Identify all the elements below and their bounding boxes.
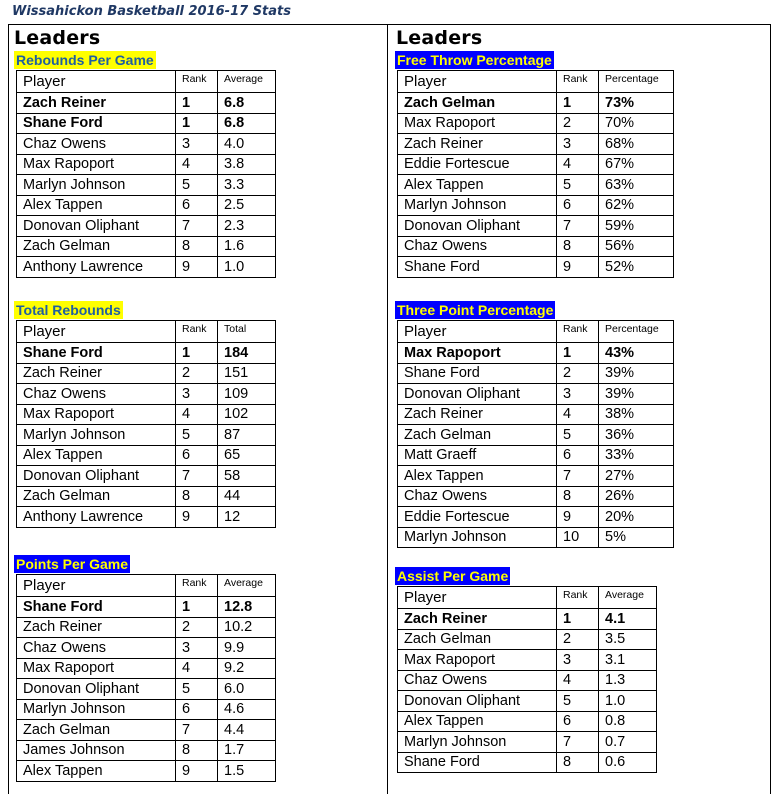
value-cell: 1.5 — [218, 761, 276, 782]
page-title: Wissahickon Basketball 2016-17 Stats — [12, 4, 291, 19]
rank-cell: 7 — [176, 216, 218, 237]
rank-cell: 1 — [176, 597, 218, 618]
value-cell: 4.6 — [218, 699, 276, 720]
rank-cell: 8 — [557, 486, 599, 507]
table-row — [398, 629, 657, 650]
rank-cell: 4 — [176, 404, 218, 425]
player-cell: Donovan Oliphant — [398, 691, 557, 712]
table-row — [398, 134, 674, 155]
rank-header: Rank — [176, 71, 218, 93]
table-row — [398, 343, 674, 364]
player-cell: Donovan Oliphant — [398, 384, 557, 405]
value-cell: 9.9 — [218, 638, 276, 659]
table-row — [17, 466, 276, 487]
table-row — [398, 650, 657, 671]
table-row — [17, 257, 276, 278]
rank-cell: 1 — [557, 343, 599, 364]
rank-cell: 5 — [176, 679, 218, 700]
rank-cell: 7 — [557, 466, 599, 487]
table-row — [17, 445, 276, 466]
player-cell: Max Rapoport — [398, 343, 557, 364]
rank-cell: 7 — [176, 720, 218, 741]
rank-cell: 6 — [557, 195, 599, 216]
rank-cell: 2 — [557, 629, 599, 650]
player-cell: Donovan Oliphant — [17, 216, 176, 237]
table-row — [398, 257, 674, 278]
table-row — [17, 195, 276, 216]
table-row — [17, 113, 276, 134]
rank-cell: 5 — [557, 691, 599, 712]
value-cell: 70% — [599, 113, 674, 134]
table-row — [398, 195, 674, 216]
table-row — [17, 597, 276, 618]
value-cell: 52% — [599, 257, 674, 278]
rank-cell: 4 — [557, 404, 599, 425]
table-row — [17, 175, 276, 196]
rank-cell: 3 — [557, 384, 599, 405]
value-cell: 87 — [218, 425, 276, 446]
three-point-percentage-table — [397, 320, 674, 548]
table-row — [17, 761, 276, 782]
value-cell: 5% — [599, 527, 674, 548]
player-cell: Max Rapoport — [17, 658, 176, 679]
value-cell: 6.0 — [218, 679, 276, 700]
rank-cell: 3 — [176, 638, 218, 659]
rank-cell: 6 — [176, 699, 218, 720]
points-per-game-title: Points Per Game — [16, 556, 129, 572]
player-cell: Alex Tappen — [398, 466, 557, 487]
value-cell: 62% — [599, 195, 674, 216]
player-cell: Shane Ford — [398, 257, 557, 278]
value-header: Total — [218, 321, 276, 343]
value-cell: 9.2 — [218, 658, 276, 679]
value-cell: 102 — [218, 404, 276, 425]
player-cell: Matt Graeff — [398, 445, 557, 466]
value-cell: 10.2 — [218, 617, 276, 638]
table-row — [398, 711, 657, 732]
value-cell: 12.8 — [218, 597, 276, 618]
player-cell: Zach Reiner — [398, 404, 557, 425]
rank-cell: 3 — [176, 134, 218, 155]
rank-cell: 1 — [176, 343, 218, 364]
player-header: Player — [398, 321, 557, 343]
player-cell: Zach Reiner — [398, 609, 557, 630]
rank-cell: 8 — [176, 486, 218, 507]
value-cell: 3.5 — [599, 629, 657, 650]
table-row — [398, 527, 674, 548]
value-cell: 73% — [599, 93, 674, 114]
rank-cell: 5 — [557, 425, 599, 446]
player-cell: Chaz Owens — [17, 384, 176, 405]
player-cell: Zach Reiner — [17, 363, 176, 384]
rank-cell: 2 — [557, 363, 599, 384]
table-row — [398, 752, 657, 773]
table-header-row — [398, 587, 657, 609]
table-row — [398, 732, 657, 753]
rank-cell: 7 — [557, 732, 599, 753]
player-cell: Zach Reiner — [17, 617, 176, 638]
player-cell: Marlyn Johnson — [398, 195, 557, 216]
value-cell: 59% — [599, 216, 674, 237]
table-row — [398, 466, 674, 487]
player-cell: Alex Tappen — [17, 195, 176, 216]
value-cell: 43% — [599, 343, 674, 364]
player-cell: Chaz Owens — [398, 236, 557, 257]
table-row — [17, 134, 276, 155]
player-cell: Zach Reiner — [398, 134, 557, 155]
column-divider — [387, 24, 388, 794]
table-row — [398, 670, 657, 691]
table-row — [398, 691, 657, 712]
rank-cell: 1 — [176, 93, 218, 114]
table-row — [398, 154, 674, 175]
player-cell: Shane Ford — [398, 363, 557, 384]
table-row — [398, 93, 674, 114]
rank-cell: 8 — [557, 236, 599, 257]
table-row — [17, 404, 276, 425]
table-row — [398, 486, 674, 507]
table-header-row — [398, 71, 674, 93]
player-cell: Donovan Oliphant — [17, 679, 176, 700]
player-cell: Alex Tappen — [17, 761, 176, 782]
value-cell: 1.0 — [218, 257, 276, 278]
player-cell: Donovan Oliphant — [17, 466, 176, 487]
value-header: Percentage — [599, 71, 674, 93]
value-header: Average — [218, 575, 276, 597]
value-cell: 2.5 — [218, 195, 276, 216]
value-cell: 3.1 — [599, 650, 657, 671]
table-row — [398, 404, 674, 425]
rank-cell: 6 — [176, 195, 218, 216]
value-cell: 36% — [599, 425, 674, 446]
value-cell: 38% — [599, 404, 674, 425]
rank-cell: 1 — [557, 609, 599, 630]
value-cell: 33% — [599, 445, 674, 466]
player-header: Player — [17, 575, 176, 597]
value-cell: 39% — [599, 363, 674, 384]
value-cell: 58 — [218, 466, 276, 487]
value-cell: 109 — [218, 384, 276, 405]
player-cell: Zach Gelman — [17, 236, 176, 257]
points-per-game-table — [16, 574, 276, 782]
right-column-heading: Leaders — [396, 27, 483, 49]
player-cell: Anthony Lawrence — [17, 257, 176, 278]
player-cell: Chaz Owens — [398, 486, 557, 507]
player-cell: Chaz Owens — [17, 638, 176, 659]
rank-cell: 8 — [557, 752, 599, 773]
value-cell: 4.1 — [599, 609, 657, 630]
rank-cell: 4 — [176, 154, 218, 175]
total-rebounds-table — [16, 320, 276, 528]
value-cell: 39% — [599, 384, 674, 405]
player-cell: Marlyn Johnson — [398, 732, 557, 753]
player-cell: Zach Reiner — [17, 93, 176, 114]
table-row — [17, 425, 276, 446]
rank-cell: 5 — [176, 175, 218, 196]
table-row — [17, 658, 276, 679]
player-cell: Marlyn Johnson — [17, 699, 176, 720]
player-cell: Alex Tappen — [17, 445, 176, 466]
assist-per-game-table — [397, 586, 657, 773]
table-row — [398, 236, 674, 257]
rank-cell: 8 — [176, 740, 218, 761]
table-row — [398, 363, 674, 384]
rank-cell: 2 — [557, 113, 599, 134]
table-header-row — [17, 321, 276, 343]
rank-cell: 4 — [176, 658, 218, 679]
rank-cell: 3 — [176, 384, 218, 405]
rank-cell: 9 — [176, 507, 218, 528]
rank-cell: 7 — [176, 466, 218, 487]
player-cell: Shane Ford — [398, 752, 557, 773]
table-row — [398, 445, 674, 466]
player-cell: Alex Tappen — [398, 711, 557, 732]
value-cell: 0.7 — [599, 732, 657, 753]
value-header: Average — [218, 71, 276, 93]
rebounds-per-game-title: Rebounds Per Game — [16, 52, 154, 68]
rank-header: Rank — [176, 575, 218, 597]
table-row — [17, 740, 276, 761]
table-row — [17, 384, 276, 405]
value-cell: 1.6 — [218, 236, 276, 257]
table-header-row — [398, 321, 674, 343]
value-cell: 6.8 — [218, 93, 276, 114]
player-cell: Eddie Fortescue — [398, 154, 557, 175]
rank-cell: 7 — [557, 216, 599, 237]
value-cell: 1.0 — [599, 691, 657, 712]
player-cell: James Johnson — [17, 740, 176, 761]
player-cell: Max Rapoport — [398, 113, 557, 134]
rank-cell: 4 — [557, 154, 599, 175]
value-cell: 27% — [599, 466, 674, 487]
value-cell: 65 — [218, 445, 276, 466]
rank-cell: 5 — [176, 425, 218, 446]
player-cell: Max Rapoport — [17, 404, 176, 425]
value-cell: 20% — [599, 507, 674, 528]
table-row — [17, 343, 276, 364]
table-row — [17, 93, 276, 114]
rank-cell: 6 — [557, 711, 599, 732]
value-cell: 63% — [599, 175, 674, 196]
table-row — [17, 679, 276, 700]
rank-cell: 9 — [176, 257, 218, 278]
rank-cell: 3 — [557, 650, 599, 671]
player-cell: Shane Ford — [17, 113, 176, 134]
player-header: Player — [17, 71, 176, 93]
table-row — [17, 363, 276, 384]
value-cell: 44 — [218, 486, 276, 507]
rank-cell: 5 — [557, 175, 599, 196]
rank-cell: 4 — [557, 670, 599, 691]
table-row — [17, 507, 276, 528]
table-row — [17, 617, 276, 638]
rank-header: Rank — [557, 71, 599, 93]
value-cell: 56% — [599, 236, 674, 257]
player-cell: Marlyn Johnson — [17, 175, 176, 196]
player-header: Player — [17, 321, 176, 343]
value-cell: 0.8 — [599, 711, 657, 732]
player-cell: Marlyn Johnson — [17, 425, 176, 446]
player-cell: Anthony Lawrence — [17, 507, 176, 528]
free-throw-percentage-title: Free Throw Percentage — [397, 52, 552, 68]
rank-header: Rank — [176, 321, 218, 343]
value-cell: 6.8 — [218, 113, 276, 134]
player-cell: Zach Gelman — [398, 93, 557, 114]
value-cell: 12 — [218, 507, 276, 528]
table-row — [398, 425, 674, 446]
rank-cell: 10 — [557, 527, 599, 548]
rank-cell: 2 — [176, 617, 218, 638]
table-row — [17, 216, 276, 237]
player-cell: Zach Gelman — [398, 629, 557, 650]
value-cell: 1.3 — [599, 670, 657, 691]
value-cell: 1.7 — [218, 740, 276, 761]
player-cell: Max Rapoport — [398, 650, 557, 671]
left-column-heading: Leaders — [14, 27, 101, 49]
table-row — [17, 236, 276, 257]
free-throw-percentage-table — [397, 70, 674, 278]
rank-cell: 1 — [557, 93, 599, 114]
assist-per-game-title: Assist Per Game — [397, 568, 509, 584]
rank-cell: 9 — [557, 507, 599, 528]
value-cell: 67% — [599, 154, 674, 175]
value-cell: 151 — [218, 363, 276, 384]
player-cell: Shane Ford — [17, 597, 176, 618]
player-cell: Eddie Fortescue — [398, 507, 557, 528]
value-header: Average — [599, 587, 657, 609]
rank-cell: 2 — [176, 363, 218, 384]
rank-header: Rank — [557, 587, 599, 609]
player-cell: Marlyn Johnson — [398, 527, 557, 548]
player-cell: Zach Gelman — [398, 425, 557, 446]
rank-header: Rank — [557, 321, 599, 343]
table-row — [17, 699, 276, 720]
rank-cell: 6 — [557, 445, 599, 466]
value-cell: 26% — [599, 486, 674, 507]
table-header-row — [17, 71, 276, 93]
table-row — [17, 638, 276, 659]
value-cell: 4.0 — [218, 134, 276, 155]
player-cell: Zach Gelman — [17, 486, 176, 507]
rank-cell: 9 — [176, 761, 218, 782]
player-cell: Donovan Oliphant — [398, 216, 557, 237]
total-rebounds-title: Total Rebounds — [16, 302, 121, 318]
value-cell: 0.6 — [599, 752, 657, 773]
table-row — [398, 507, 674, 528]
table-row — [17, 154, 276, 175]
three-point-percentage-title: Three Point Percentage — [397, 302, 554, 318]
table-row — [398, 384, 674, 405]
player-cell: Shane Ford — [17, 343, 176, 364]
rebounds-per-game-table — [16, 70, 276, 278]
table-row — [398, 175, 674, 196]
rank-cell: 8 — [176, 236, 218, 257]
player-cell: Max Rapoport — [17, 154, 176, 175]
rank-cell: 6 — [176, 445, 218, 466]
table-row — [17, 486, 276, 507]
table-row — [17, 720, 276, 741]
value-cell: 2.3 — [218, 216, 276, 237]
rank-cell: 9 — [557, 257, 599, 278]
value-header: Percentage — [599, 321, 674, 343]
value-cell: 68% — [599, 134, 674, 155]
player-cell: Chaz Owens — [398, 670, 557, 691]
value-cell: 3.3 — [218, 175, 276, 196]
value-cell: 3.8 — [218, 154, 276, 175]
rank-cell: 1 — [176, 113, 218, 134]
rank-cell: 3 — [557, 134, 599, 155]
player-header: Player — [398, 71, 557, 93]
table-row — [398, 113, 674, 134]
table-row — [398, 216, 674, 237]
player-header: Player — [398, 587, 557, 609]
player-cell: Chaz Owens — [17, 134, 176, 155]
table-header-row — [17, 575, 276, 597]
table-row — [398, 609, 657, 630]
value-cell: 4.4 — [218, 720, 276, 741]
player-cell: Alex Tappen — [398, 175, 557, 196]
value-cell: 184 — [218, 343, 276, 364]
player-cell: Zach Gelman — [17, 720, 176, 741]
